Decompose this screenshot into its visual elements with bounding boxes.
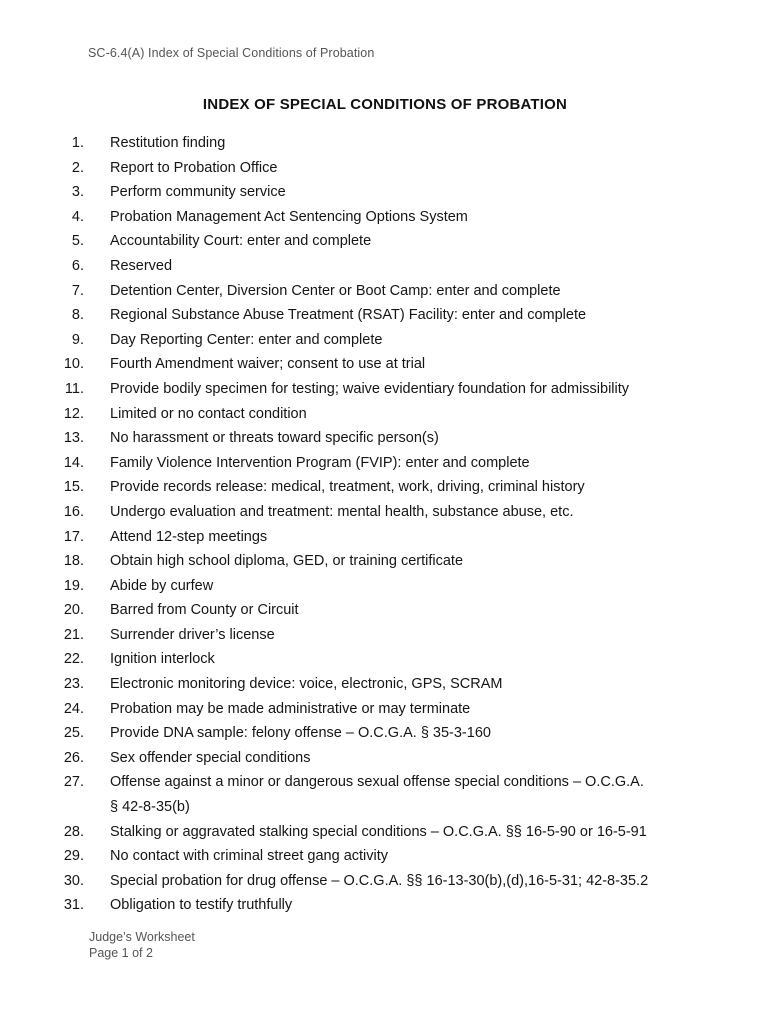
condition-item (0, 156, 770, 181)
condition-item (0, 820, 770, 845)
condition-number: 31. (63, 897, 84, 914)
conditions-list (0, 131, 770, 918)
condition-number: 1. (71, 135, 84, 151)
condition-number: 12. (63, 405, 84, 422)
condition-text: Reserved (110, 257, 173, 274)
condition-text: Probation may be made administrative or may terminate (110, 700, 471, 717)
condition-number: 14. (63, 454, 84, 471)
condition-item (0, 500, 770, 525)
condition-text: Fourth Amendment waiver; consent to use at trial (110, 356, 426, 373)
condition-item (0, 475, 770, 500)
condition-number: 18. (63, 553, 84, 570)
condition-item (0, 303, 770, 328)
condition-number: 20. (63, 602, 84, 619)
condition-text: Regional Substance Abuse Treatment (RSAT) Facility: enter and complete (110, 307, 587, 324)
condition-text: Stalking or aggravated stalking special conditions – O.C.G.A. §§ 16-5-90 or 16-5-91 (110, 823, 647, 840)
condition-text: Ignition interlock (110, 651, 215, 668)
condition-text: Special probation for drug offense – O.C.G.A. §§ 16-13-30(b),(d),16-5-31; 42-8-35.2 (110, 872, 649, 889)
condition-text: Family Violence Intervention Program (FVIP): enter and complete (110, 454, 530, 471)
condition-text: Attend 12-step meetings (110, 528, 268, 545)
condition-item (0, 254, 770, 279)
condition-text: Sex offender special conditions (110, 749, 311, 766)
condition-item (0, 451, 770, 476)
condition-number: 17. (63, 528, 84, 545)
condition-item (0, 746, 770, 771)
condition-number: 11. (64, 380, 84, 397)
condition-number: 9. (71, 331, 84, 348)
condition-number: 8. (71, 307, 84, 324)
condition-number: 27. (63, 774, 84, 791)
condition-number: 5. (71, 233, 84, 250)
condition-number: 23. (63, 676, 84, 693)
condition-text: Provide DNA sample: felony offense – O.C.G.A. § 35-3-160 (110, 725, 491, 742)
condition-item (0, 229, 770, 254)
condition-number: 22. (63, 651, 84, 668)
condition-item (0, 721, 770, 746)
condition-number: 7. (71, 282, 84, 299)
condition-item (0, 525, 770, 550)
condition-item (0, 352, 770, 377)
condition-item (0, 279, 770, 304)
condition-number: 25. (63, 725, 84, 742)
condition-item (0, 623, 770, 648)
condition-text: Limited or no contact condition (110, 405, 307, 422)
condition-item (0, 328, 770, 353)
condition-text: Surrender driver’s license (110, 626, 275, 643)
condition-number: 21. (63, 626, 84, 643)
condition-item (0, 672, 770, 697)
condition-number: 28. (63, 823, 84, 840)
condition-text: Report to Probation Office (110, 159, 278, 176)
condition-item (0, 180, 770, 205)
condition-number: 24. (63, 700, 84, 717)
footer-page-number: Page 1 of 2 (89, 945, 153, 960)
condition-text: Probation Management Act Sentencing Options System (110, 208, 468, 225)
condition-item (0, 844, 770, 869)
condition-item (0, 697, 770, 722)
condition-text: Undergo evaluation and treatment: mental health, substance abuse, etc. (110, 503, 574, 520)
condition-text: Detention Center, Diversion Center or Boot Camp: enter and complete (110, 282, 561, 299)
condition-item (0, 205, 770, 230)
condition-text: No contact with criminal street gang activity (110, 848, 389, 865)
form-header: SC-6.4(A) Index of Special Conditions of Probation (88, 46, 375, 60)
condition-item (0, 770, 770, 819)
condition-item (0, 869, 770, 894)
condition-number: 3. (71, 184, 84, 201)
condition-number: 19. (63, 577, 84, 594)
condition-text: Provide records release: medical, treatment, work, driving, criminal history (110, 479, 585, 496)
condition-number: 30. (63, 872, 84, 889)
condition-text: Electronic monitoring device: voice, electronic, GPS, SCRAM (110, 676, 503, 693)
condition-text: Accountability Court: enter and complete (110, 233, 372, 250)
footer-worksheet-label: Judge’s Worksheet (89, 930, 195, 944)
condition-item (0, 647, 770, 672)
page-footer (89, 930, 195, 961)
condition-item (0, 549, 770, 574)
condition-text: Obligation to testify truthfully (110, 897, 293, 914)
condition-item (0, 131, 770, 156)
condition-text: Abide by curfew (110, 577, 214, 594)
document-title: INDEX OF SPECIAL CONDITIONS OF PROBATION (202, 96, 568, 113)
condition-number: 6. (71, 257, 84, 274)
condition-item (0, 377, 770, 402)
condition-number: 13. (63, 430, 84, 447)
condition-item (0, 402, 770, 427)
condition-text: Perform community service (110, 184, 286, 201)
condition-number: 16. (63, 503, 84, 520)
condition-item (0, 574, 770, 599)
condition-number: 10. (63, 356, 84, 373)
condition-item (0, 426, 770, 451)
condition-text: Day Reporting Center: enter and complete (110, 331, 383, 348)
condition-item (0, 893, 770, 918)
condition-text: No harassment or threats toward specific person(s) (110, 430, 439, 447)
condition-text: Obtain high school diploma, GED, or training certificate (110, 553, 464, 570)
condition-number: 15. (63, 479, 84, 496)
condition-number: 26. (63, 749, 84, 766)
condition-text: Provide bodily specimen for testing; waive evidentiary foundation for admissibility (110, 380, 630, 397)
condition-number: 4. (71, 208, 84, 225)
condition-item (0, 598, 770, 623)
condition-number: 2. (71, 159, 84, 176)
condition-number: 29. (63, 848, 84, 865)
condition-text: Restitution finding (110, 135, 226, 151)
condition-text: Barred from County or Circuit (110, 602, 299, 619)
condition-text: Offense against a minor or dangerous sexual offense special conditions – O.C.G.A. § 42-8-35(b) (110, 774, 644, 816)
